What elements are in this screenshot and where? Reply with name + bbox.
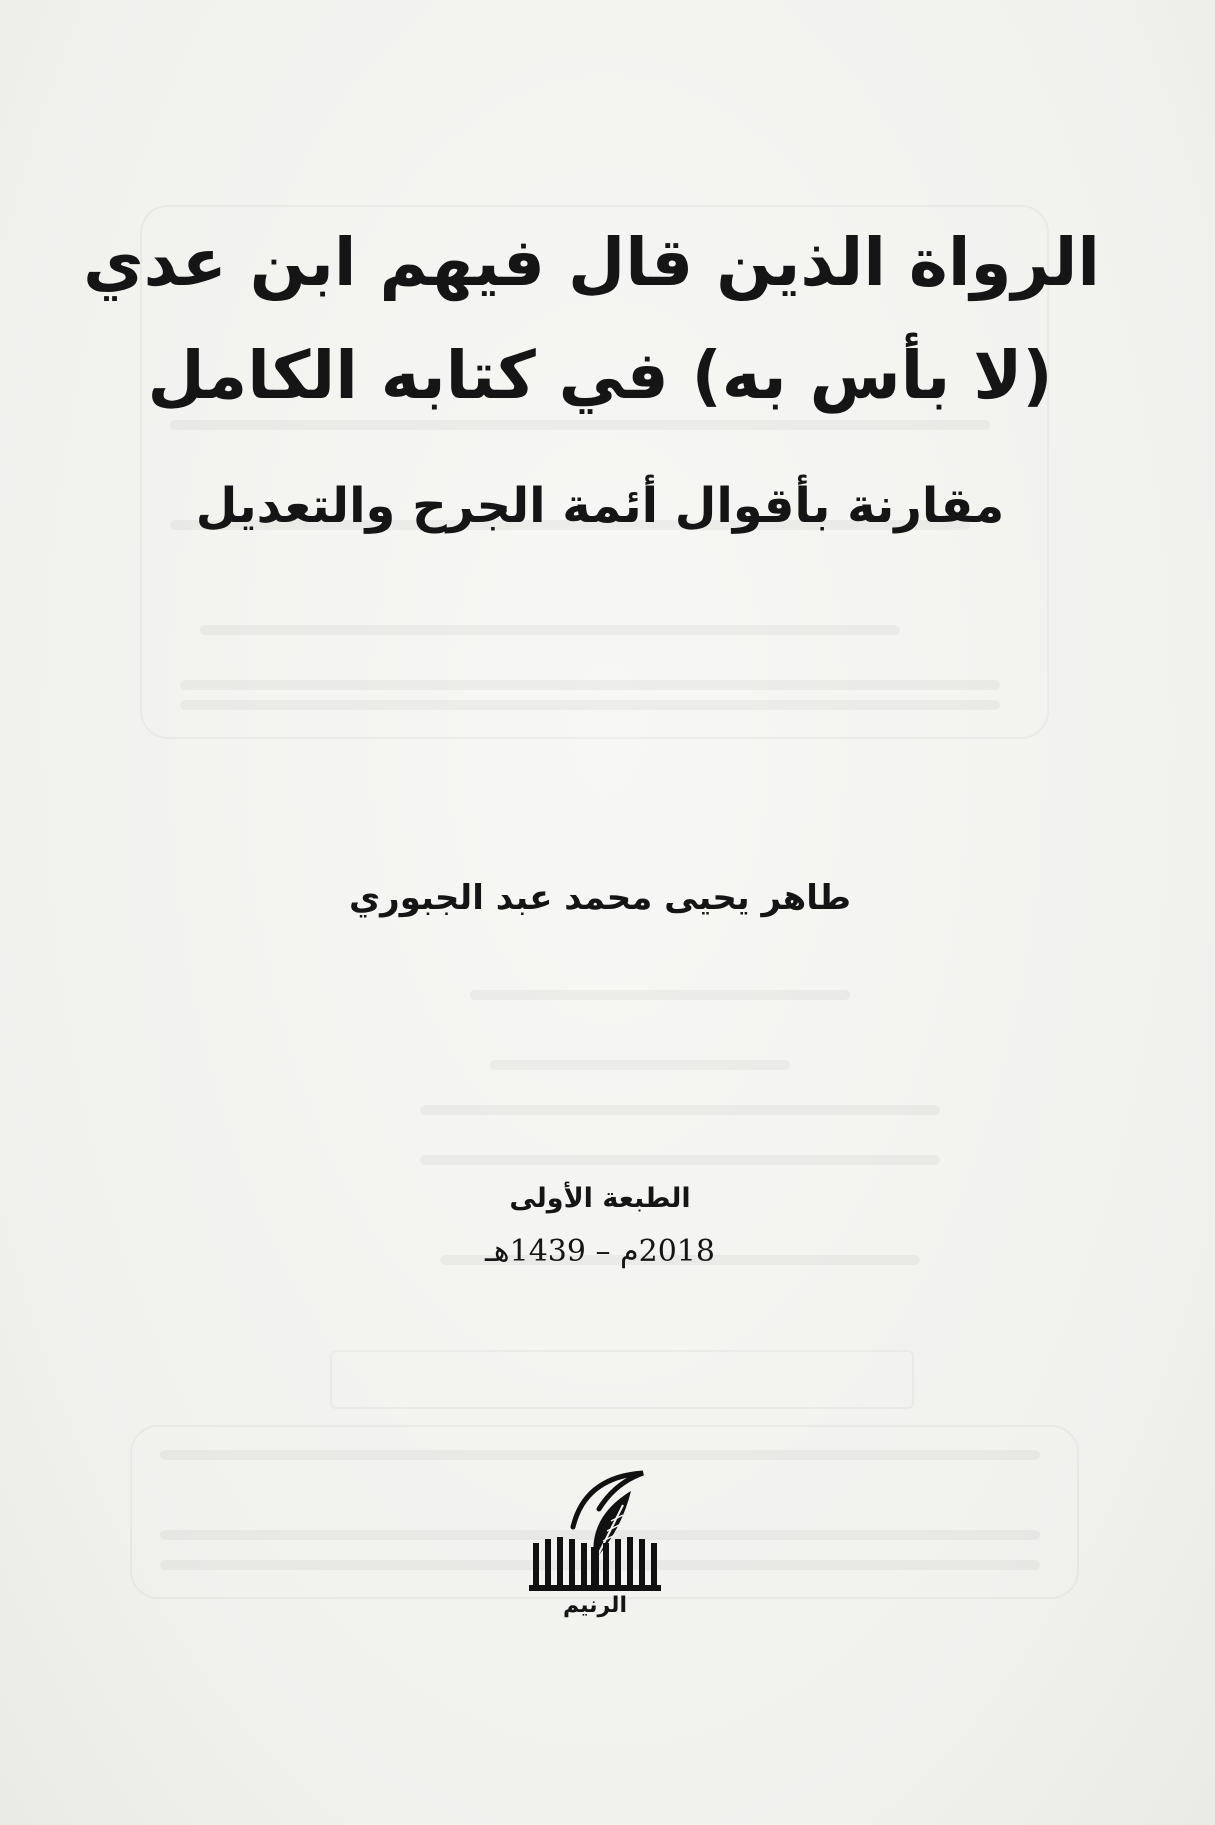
bleed-through-line — [420, 1105, 940, 1115]
author-name: طاهر يحيى محمد عبد الجبوري — [349, 878, 851, 918]
bleed-through-line — [490, 1060, 790, 1070]
bleed-through-box-middle — [330, 1350, 914, 1409]
bleed-through-line — [470, 990, 850, 1000]
book-title-line-2: (لا بأس به) في كتابه الكامل — [147, 337, 1053, 414]
bleed-through-line — [180, 680, 1000, 690]
open-book-quill-icon — [515, 1465, 675, 1595]
book-subtitle: مقارنة بأقوال أئمة الجرح والتعديل — [195, 478, 1005, 534]
bleed-through-line — [170, 420, 990, 430]
bleed-through-line — [160, 1450, 1040, 1460]
publisher-name: الرنيم — [563, 1593, 627, 1618]
bleed-through-line — [420, 1155, 940, 1165]
book-title-line-1: الرواة الذين قال فيهم ابن عدي — [83, 224, 1100, 301]
edition-label: الطبعة الأولى — [509, 1183, 691, 1214]
edition-date: 2018م – 1439هـ — [485, 1234, 715, 1269]
bleed-through-line — [200, 625, 900, 635]
publisher-logo — [515, 1465, 675, 1635]
bleed-through-line — [180, 700, 1000, 710]
